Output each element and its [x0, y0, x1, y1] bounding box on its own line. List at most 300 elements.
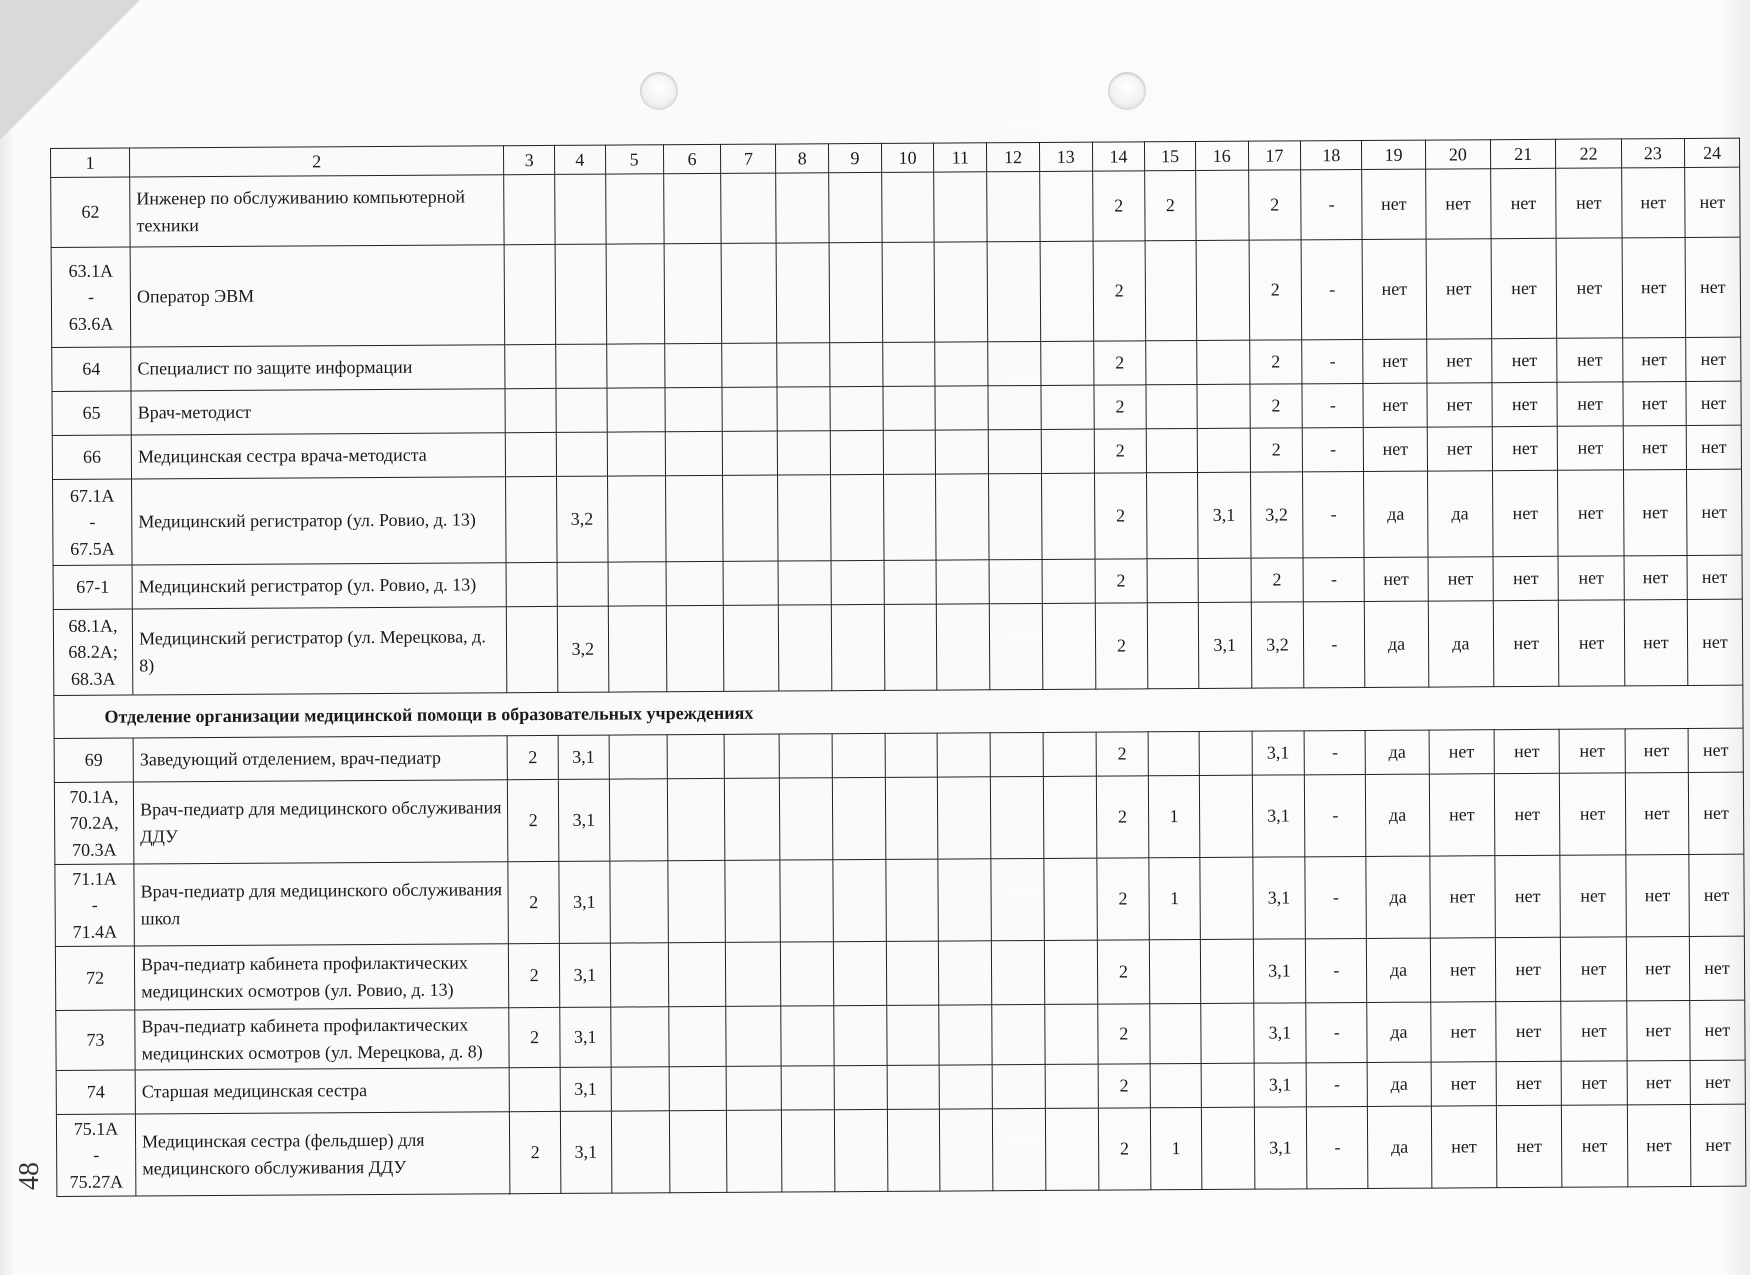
position-name: Врач-методист — [131, 389, 506, 435]
table-cell — [885, 733, 938, 777]
table-cell: 3,1 — [558, 779, 609, 861]
table-cell — [887, 1109, 940, 1191]
table-cell: - — [1306, 1062, 1367, 1106]
column-header: 20 — [1425, 140, 1491, 169]
table-cell — [1197, 428, 1250, 472]
yes-no-cell: нет — [1362, 169, 1426, 239]
table-cell — [991, 940, 1044, 1004]
table-cell — [1200, 939, 1253, 1003]
table-cell: 2 — [1094, 473, 1147, 559]
table-cell: 1 — [1149, 857, 1200, 939]
table-cell — [992, 1108, 1045, 1190]
table-cell — [504, 244, 555, 344]
yes-no-cell: да — [1366, 774, 1430, 856]
row-number: 67-1 — [53, 565, 132, 609]
table-cell — [831, 604, 884, 690]
table-cell — [990, 776, 1043, 858]
yes-no-cell: да — [1367, 1062, 1431, 1106]
table-cell — [1045, 1004, 1098, 1064]
table-cell — [829, 172, 882, 242]
table-cell — [781, 1006, 834, 1066]
table-cell: 2 — [1097, 940, 1150, 1004]
table-cell: - — [1303, 471, 1365, 557]
table-cell — [1146, 384, 1197, 428]
table-cell: 2 — [1250, 428, 1303, 472]
yes-no-cell: нет — [1429, 730, 1495, 774]
table-cell: 3,2 — [556, 476, 607, 562]
yes-no-cell: нет — [1426, 339, 1492, 383]
table-cell — [667, 860, 725, 942]
column-header: 23 — [1621, 139, 1684, 168]
position-name: Заведующий отделением, врач-педиатр — [133, 736, 508, 782]
table-cell — [776, 173, 829, 243]
table-cell — [504, 174, 555, 244]
yes-no-cell: нет — [1492, 382, 1558, 426]
table-cell: 1 — [1149, 775, 1200, 857]
yes-no-cell: нет — [1689, 854, 1745, 936]
yes-no-cell: нет — [1686, 469, 1742, 555]
table-cell — [939, 941, 992, 1005]
table-cell — [725, 778, 780, 860]
yes-no-cell: нет — [1496, 1105, 1562, 1187]
table-row — [56, 1104, 1745, 1196]
table-cell — [886, 941, 939, 1005]
yes-no-cell: нет — [1625, 729, 1689, 773]
table-cell — [882, 242, 935, 342]
yes-no-cell: нет — [1495, 855, 1561, 937]
table-cell — [781, 1066, 834, 1110]
yes-no-cell: нет — [1430, 1002, 1496, 1062]
table-cell: 3,1 — [1254, 1063, 1307, 1107]
table-cell: 2 — [1248, 170, 1301, 240]
row-number: 72 — [55, 946, 134, 1010]
yes-no-cell: нет — [1562, 1105, 1628, 1187]
yes-no-cell: нет — [1627, 1104, 1691, 1186]
table-cell — [834, 1005, 887, 1065]
row-number: 64 — [52, 347, 131, 391]
table-cell — [1150, 939, 1201, 1003]
yes-no-cell: нет — [1425, 169, 1491, 239]
table-cell: 2 — [1092, 171, 1145, 241]
table-row — [55, 854, 1744, 946]
column-header: 8 — [776, 144, 829, 173]
column-header: 11 — [934, 143, 987, 172]
table-cell — [1147, 472, 1198, 558]
yes-no-cell: нет — [1686, 425, 1741, 469]
yes-no-cell: нет — [1491, 168, 1557, 238]
yes-no-cell: нет — [1426, 239, 1492, 339]
data-table — [50, 138, 1746, 1197]
yes-no-cell: да — [1368, 1106, 1432, 1188]
position-name: Врач-педиатр для медицинского обслуживания ДДУ — [133, 780, 508, 864]
table-cell: 3,1 — [560, 1067, 611, 1111]
column-header: 15 — [1145, 142, 1196, 171]
table-cell: 2 — [1093, 385, 1146, 429]
yes-no-cell: да — [1367, 938, 1431, 1002]
position-name: Медицинский регистратор (ул. Мерецкова, д. 8) — [132, 607, 507, 695]
table-row — [55, 936, 1744, 1010]
table-cell — [777, 387, 830, 431]
column-header: 6 — [663, 144, 721, 173]
table-cell — [831, 560, 884, 604]
column-header: 10 — [881, 143, 934, 172]
table-cell — [992, 1004, 1045, 1064]
table-cell — [606, 388, 664, 432]
yes-no-cell: нет — [1429, 856, 1495, 938]
table-cell — [886, 1005, 939, 1065]
table-cell: - — [1306, 1002, 1368, 1062]
column-header: 22 — [1556, 139, 1622, 168]
row-number: 67.1А - 67.5А — [53, 479, 133, 565]
column-header: 1 — [51, 148, 130, 177]
table-cell — [938, 777, 991, 859]
yes-no-cell: нет — [1556, 168, 1622, 238]
yes-no-cell: нет — [1493, 556, 1559, 600]
yes-no-cell: нет — [1690, 1104, 1746, 1186]
table-cell: 2 — [509, 1007, 560, 1067]
table-cell: 3,1 — [1252, 731, 1305, 775]
punch-hole — [640, 72, 678, 110]
punch-hole — [1108, 72, 1146, 110]
table-cell — [605, 174, 663, 244]
column-header: 2 — [130, 146, 504, 177]
table-cell — [938, 859, 991, 941]
yes-no-cell: нет — [1556, 238, 1622, 338]
position-name: Медицинский регистратор (ул. Ровио, д. 13) — [132, 563, 507, 609]
position-name: Специалист по защите информации — [131, 345, 506, 391]
yes-no-cell: нет — [1623, 470, 1687, 556]
table-cell — [1150, 1063, 1201, 1107]
table-cell — [1043, 732, 1096, 776]
section-title: Отделение организации медицинской помощи в образовательных учреждениях — [54, 685, 1743, 738]
yes-no-cell: нет — [1688, 728, 1743, 772]
position-name: Врач-педиатр кабинета профилактических медицинских осмотров (ул. Мерецкова, д. 8) — [135, 1008, 510, 1070]
table-cell — [882, 342, 935, 386]
position-name: Медицинская сестра врача-методиста — [131, 433, 506, 479]
table-cell: 3,2 — [1250, 472, 1303, 558]
yes-no-cell: нет — [1491, 238, 1557, 338]
table-cell — [611, 1067, 669, 1111]
table-cell — [884, 604, 937, 690]
table-cell: 3,1 — [559, 861, 610, 943]
table-cell — [935, 386, 988, 430]
table-cell: 2 — [508, 861, 559, 943]
table-cell — [555, 174, 606, 244]
yes-no-cell: нет — [1431, 1106, 1497, 1188]
yes-no-cell: нет — [1431, 1062, 1497, 1106]
table-cell: 3,2 — [1251, 602, 1304, 688]
yes-no-cell: нет — [1427, 427, 1493, 471]
table-cell — [606, 244, 665, 344]
yes-no-cell: нет — [1624, 600, 1688, 686]
row-number: 69 — [54, 738, 133, 782]
yes-no-cell: нет — [1561, 1061, 1627, 1105]
table-cell — [1041, 429, 1094, 473]
table-cell: 3,1 — [558, 735, 609, 779]
table-cell — [607, 476, 666, 562]
table-cell — [727, 1066, 782, 1110]
yes-no-cell: да — [1365, 601, 1429, 687]
table-cell — [936, 430, 989, 474]
row-number: 66 — [52, 435, 131, 479]
table-row — [51, 237, 1741, 347]
table-cell — [664, 243, 723, 343]
row-number: 62 — [51, 177, 130, 247]
table-cell — [934, 172, 987, 242]
column-header: 9 — [828, 143, 881, 172]
table-cell — [778, 475, 831, 561]
yes-no-cell: нет — [1363, 339, 1427, 383]
yes-no-cell: нет — [1690, 1060, 1745, 1104]
yes-no-cell: нет — [1559, 729, 1625, 773]
table-cell — [939, 1005, 992, 1065]
yes-no-cell: нет — [1626, 1000, 1690, 1060]
table-cell — [556, 344, 607, 388]
table-cell — [1042, 603, 1095, 689]
table-cell — [1201, 1003, 1254, 1063]
table-cell — [883, 386, 936, 430]
table-cell — [664, 387, 722, 431]
table-cell — [883, 474, 936, 560]
yes-no-cell: нет — [1429, 774, 1495, 856]
table-cell: 3,1 — [560, 1111, 611, 1193]
column-header: 4 — [554, 145, 605, 174]
yes-no-cell: да — [1367, 1002, 1431, 1062]
table-cell — [724, 605, 779, 691]
table-cell: - — [1304, 730, 1365, 774]
yes-no-cell: нет — [1622, 238, 1686, 338]
table-cell — [611, 1111, 669, 1193]
table-cell — [509, 1067, 560, 1111]
yes-no-cell: нет — [1621, 168, 1685, 238]
table-cell: - — [1301, 239, 1363, 339]
folded-corner — [0, 0, 140, 140]
table-cell — [1148, 602, 1199, 688]
table-cell — [780, 860, 833, 942]
yes-no-cell: нет — [1492, 470, 1558, 556]
column-header: 21 — [1490, 139, 1556, 168]
table-cell — [831, 474, 884, 560]
table-cell: - — [1302, 339, 1363, 383]
table-row — [54, 772, 1743, 864]
table-cell — [723, 431, 778, 475]
table-cell: 2 — [1098, 1064, 1151, 1108]
column-header: 14 — [1092, 142, 1145, 171]
table-cell — [832, 777, 885, 859]
table-cell — [667, 734, 725, 778]
table-cell — [1199, 775, 1252, 857]
table-cell — [780, 778, 833, 860]
table-cell — [988, 385, 1041, 429]
table-cell: - — [1302, 383, 1363, 427]
table-cell — [1040, 241, 1093, 341]
position-name: Медицинская сестра (фельдшер) для медицинского обслуживания ДДУ — [135, 1112, 510, 1196]
table-cell — [989, 473, 1042, 559]
table-cell — [883, 430, 936, 474]
position-name: Врач-педиатр для медицинского обслуживания школ — [134, 862, 509, 946]
table-cell — [665, 431, 723, 475]
yes-no-cell: да — [1427, 471, 1493, 557]
yes-no-cell: нет — [1495, 937, 1561, 1001]
table-cell: 2 — [1096, 732, 1149, 776]
yes-no-cell: нет — [1687, 599, 1743, 685]
table-cell — [610, 943, 668, 1007]
yes-no-cell: нет — [1623, 382, 1687, 426]
table-cell — [663, 173, 721, 243]
table-cell — [1145, 241, 1196, 341]
table-cell — [1044, 940, 1097, 1004]
table-cell: - — [1305, 774, 1367, 856]
yes-no-cell: да — [1428, 601, 1494, 687]
position-name: Старшая медицинская сестра — [135, 1068, 510, 1114]
table-cell — [725, 734, 780, 778]
table-cell — [829, 242, 882, 342]
table-cell: - — [1305, 856, 1367, 938]
table-cell: 3,1 — [1254, 1107, 1307, 1189]
table-cell — [992, 1064, 1045, 1108]
table-cell: 2 — [509, 943, 560, 1007]
table-cell — [989, 603, 1042, 689]
yes-no-cell: нет — [1561, 1001, 1627, 1061]
table-cell — [669, 1066, 727, 1110]
table-cell: 2 — [1095, 559, 1148, 603]
table-cell — [936, 474, 989, 560]
table-cell — [668, 1006, 726, 1066]
table-cell — [609, 735, 667, 779]
yes-no-cell: нет — [1559, 600, 1625, 686]
yes-no-cell: нет — [1627, 1060, 1691, 1104]
table-cell — [507, 606, 558, 692]
column-header: 24 — [1684, 138, 1739, 167]
table-cell — [940, 1109, 993, 1191]
table-cell — [1146, 341, 1197, 385]
table-cell — [834, 1109, 887, 1191]
table-cell — [1197, 384, 1250, 428]
table-cell: - — [1307, 1106, 1369, 1188]
column-header: 3 — [504, 145, 555, 174]
table-cell: - — [1302, 427, 1363, 471]
yes-no-cell: нет — [1364, 427, 1428, 471]
table-cell: 2 — [1094, 429, 1147, 473]
table-cell: 2 — [1251, 558, 1304, 602]
table-cell: 2 — [1096, 858, 1149, 940]
table-cell: 2 — [1249, 240, 1302, 340]
yes-no-cell: нет — [1560, 773, 1626, 855]
table-cell: 2 — [1095, 603, 1148, 689]
position-name: Оператор ЭВМ — [130, 245, 505, 347]
column-header: 19 — [1362, 140, 1425, 169]
table-cell — [782, 1110, 835, 1192]
table-cell: 3,1 — [1198, 602, 1251, 688]
yes-no-cell: нет — [1430, 938, 1496, 1002]
table-cell — [935, 342, 988, 386]
table-cell — [666, 561, 724, 605]
table-cell: 3,1 — [559, 943, 610, 1007]
yes-no-cell: нет — [1492, 338, 1558, 382]
table-cell — [722, 387, 777, 431]
table-cell — [664, 343, 722, 387]
table-cell — [833, 941, 886, 1005]
table-cell — [556, 388, 607, 432]
table-cell — [505, 388, 556, 432]
table-cell: 2 — [1093, 341, 1146, 385]
table-cell — [937, 733, 990, 777]
table-cell — [506, 562, 557, 606]
table-cell — [727, 1110, 782, 1192]
table-cell — [669, 1110, 727, 1192]
yes-no-cell: нет — [1557, 382, 1623, 426]
yes-no-cell: нет — [1685, 237, 1741, 337]
table-cell: 3,1 — [560, 1007, 611, 1067]
table-cell — [988, 341, 1041, 385]
yes-no-cell: нет — [1428, 557, 1494, 601]
position-name: Медицинский регистратор (ул. Ровио, д. 13) — [132, 477, 507, 565]
yes-no-cell: да — [1364, 471, 1428, 557]
yes-no-cell: нет — [1560, 855, 1626, 937]
table-cell — [668, 942, 726, 1006]
column-header: 7 — [721, 144, 776, 173]
table-cell — [778, 561, 831, 605]
row-number: 75.1А - 75.27А — [56, 1114, 136, 1196]
table-cell — [989, 559, 1042, 603]
table-cell — [987, 171, 1040, 241]
table-cell — [505, 344, 556, 388]
yes-no-cell: нет — [1561, 937, 1627, 1001]
yes-no-cell: нет — [1626, 855, 1690, 937]
yes-no-cell: нет — [1363, 383, 1427, 427]
yes-no-cell: нет — [1687, 555, 1742, 599]
table-cell — [778, 431, 831, 475]
yes-no-cell: нет — [1496, 1061, 1562, 1105]
yes-no-cell: нет — [1496, 1001, 1562, 1061]
table-cell — [722, 243, 777, 343]
table-cell — [724, 561, 779, 605]
position-name: Инженер по обслуживанию компьютерной техники — [130, 175, 505, 247]
table-cell — [885, 777, 938, 859]
table-cell — [988, 429, 1041, 473]
row-number: 63.1А - 63.6А — [51, 247, 131, 347]
table-cell — [726, 942, 781, 1006]
table-cell — [666, 605, 725, 691]
yes-no-cell: нет — [1558, 426, 1624, 470]
table-cell: 2 — [1093, 241, 1146, 341]
table-cell — [608, 562, 666, 606]
table-cell — [940, 1065, 993, 1109]
yes-no-cell: нет — [1685, 167, 1740, 237]
table-cell — [607, 432, 665, 476]
table-cell — [1146, 428, 1197, 472]
yes-no-cell: нет — [1557, 338, 1623, 382]
table-cell — [1198, 558, 1251, 602]
table-cell: 3,2 — [557, 606, 608, 692]
table-cell: 3,1 — [1252, 775, 1305, 857]
table-cell — [777, 343, 830, 387]
column-header: 5 — [605, 145, 663, 174]
table-cell — [1044, 858, 1097, 940]
table-cell — [1199, 731, 1252, 775]
yes-no-cell: нет — [1690, 1000, 1745, 1060]
table-cell — [987, 241, 1040, 341]
table-row — [51, 167, 1740, 247]
table-cell — [1041, 473, 1094, 559]
table-cell — [1150, 1003, 1201, 1063]
table-cell: 2 — [1145, 171, 1196, 241]
yes-no-cell: нет — [1686, 381, 1741, 425]
table-cell: - — [1301, 169, 1363, 239]
yes-no-cell: нет — [1625, 773, 1689, 855]
table-cell — [722, 343, 777, 387]
table-cell: 2 — [1249, 384, 1302, 428]
